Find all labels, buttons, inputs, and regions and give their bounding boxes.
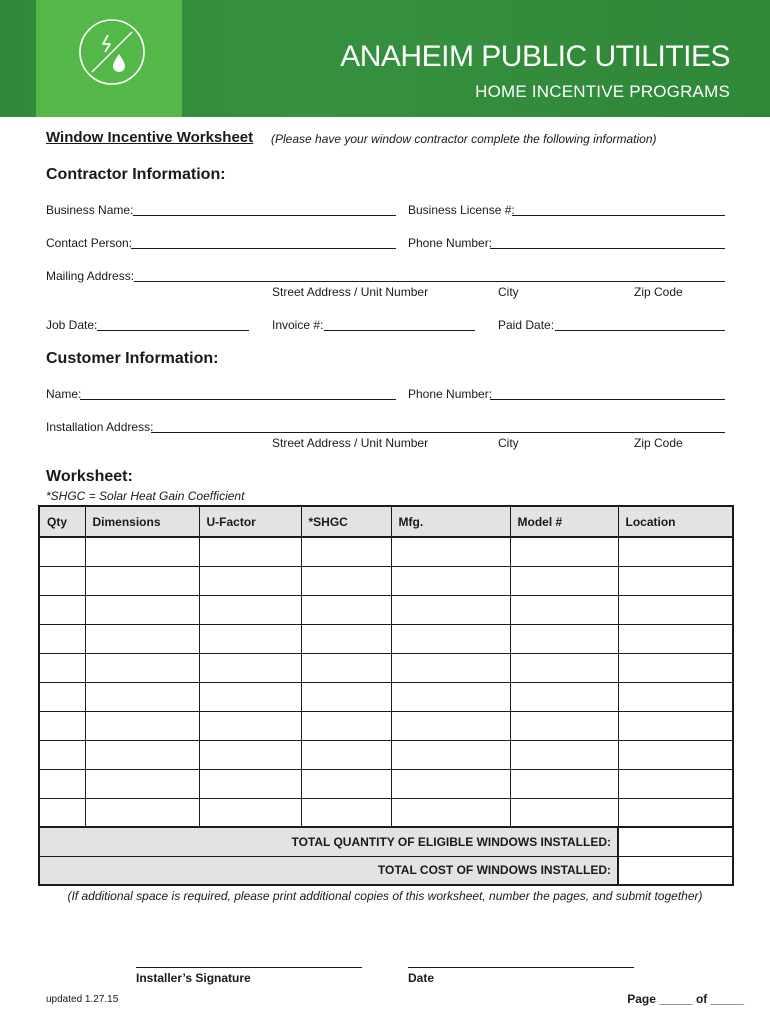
table-cell[interactable] — [391, 682, 510, 711]
table-cell[interactable] — [618, 653, 733, 682]
program-name: HOME INCENTIVE PROGRAMS — [475, 82, 730, 101]
total-quantity-cell[interactable] — [618, 827, 733, 856]
installer-signature-field[interactable] — [136, 967, 362, 968]
contractor-phone-label: Phone Number: — [408, 236, 493, 250]
table-cell[interactable] — [618, 769, 733, 798]
job-date-field[interactable] — [97, 330, 249, 331]
table-cell[interactable] — [301, 769, 391, 798]
form-instruction: (Please have your window contractor complete the following information) — [271, 132, 657, 146]
table-cell[interactable] — [301, 624, 391, 653]
header-band — [0, 0, 770, 117]
table-cell[interactable] — [301, 595, 391, 624]
table-cell[interactable] — [391, 595, 510, 624]
table-cell[interactable] — [39, 711, 85, 740]
customer-heading: Customer Information: — [46, 350, 219, 367]
table-cell[interactable] — [301, 711, 391, 740]
col-dimensions: Dimensions — [85, 506, 199, 537]
org-name: ANAHEIM PUBLIC UTILITIES — [340, 40, 730, 73]
customer-phone-label: Phone Number: — [408, 387, 493, 401]
updated-date: updated 1.27.15 — [46, 994, 119, 1005]
col-model: Model # — [510, 506, 618, 537]
table-cell[interactable] — [39, 537, 85, 566]
table-cell[interactable] — [618, 537, 733, 566]
table-row — [39, 537, 733, 566]
table-cell[interactable] — [301, 566, 391, 595]
mailing-address-label: Mailing Address: — [46, 269, 135, 283]
table-row — [39, 682, 733, 711]
col-qty: Qty — [39, 506, 85, 537]
installation-address-label: Installation Address: — [46, 420, 154, 434]
col-mfg: Mfg. — [391, 506, 510, 537]
table-cell[interactable] — [618, 740, 733, 769]
table-cell[interactable] — [301, 682, 391, 711]
table-row — [39, 595, 733, 624]
table-cell[interactable] — [85, 682, 199, 711]
table-cell[interactable] — [85, 769, 199, 798]
worksheet-heading: Worksheet: — [46, 468, 133, 485]
table-cell[interactable] — [199, 653, 301, 682]
contractor-heading: Contractor Information: — [46, 166, 226, 183]
table-cell[interactable] — [39, 624, 85, 653]
table-cell[interactable] — [39, 769, 85, 798]
table-cell[interactable] — [85, 798, 199, 827]
table-cell[interactable] — [85, 624, 199, 653]
install-zip-sublabel: Zip Code — [634, 436, 683, 450]
signature-date-field[interactable] — [408, 967, 634, 968]
table-cell[interactable] — [199, 740, 301, 769]
table-cell[interactable] — [39, 595, 85, 624]
install-city-sublabel: City — [498, 436, 519, 450]
total-cost-label: TOTAL COST OF WINDOWS INSTALLED: — [39, 856, 618, 885]
contact-person-label: Contact Person: — [46, 236, 133, 250]
table-cell[interactable] — [199, 566, 301, 595]
table-cell[interactable] — [39, 682, 85, 711]
table-row — [39, 566, 733, 595]
mailing-street-sublabel: Street Address / Unit Number — [272, 285, 429, 299]
table-cell[interactable] — [39, 740, 85, 769]
table-row — [39, 624, 733, 653]
worksheet-table — [38, 505, 734, 886]
table-cell[interactable] — [510, 595, 618, 624]
table-row — [39, 711, 733, 740]
table-row — [39, 798, 733, 827]
shgc-note: *SHGC = Solar Heat Gain Coefficient — [46, 489, 245, 503]
table-cell[interactable] — [199, 798, 301, 827]
business-name-field[interactable] — [133, 215, 396, 216]
table-cell[interactable] — [391, 711, 510, 740]
col-shgc: *SHGC — [301, 506, 391, 537]
table-cell[interactable] — [199, 682, 301, 711]
customer-phone-field[interactable] — [490, 399, 725, 400]
table-cell[interactable] — [391, 740, 510, 769]
mailing-zip-sublabel: Zip Code — [634, 285, 683, 299]
total-cost-row — [39, 856, 733, 885]
contact-person-field[interactable] — [131, 248, 396, 249]
paid-date-field[interactable] — [555, 330, 725, 331]
table-cell[interactable] — [391, 566, 510, 595]
table-cell[interactable] — [85, 566, 199, 595]
table-cell[interactable] — [510, 537, 618, 566]
table-header-row — [39, 506, 733, 537]
customer-name-field[interactable] — [80, 399, 396, 400]
installation-address-field[interactable] — [151, 432, 725, 433]
table-cell[interactable] — [39, 798, 85, 827]
job-date-label: Job Date: — [46, 318, 98, 332]
table-cell[interactable] — [618, 711, 733, 740]
table-cell[interactable] — [199, 769, 301, 798]
table-cell[interactable] — [85, 740, 199, 769]
invoice-field[interactable] — [324, 330, 475, 331]
table-row — [39, 769, 733, 798]
table-cell[interactable] — [301, 740, 391, 769]
table-cell[interactable] — [301, 798, 391, 827]
install-street-sublabel: Street Address / Unit Number — [272, 436, 429, 450]
col-u-factor: U-Factor — [199, 506, 301, 537]
table-cell[interactable] — [391, 537, 510, 566]
contractor-phone-field[interactable] — [490, 248, 725, 249]
customer-name-label: Name: — [46, 387, 82, 401]
col-location: Location — [618, 506, 733, 537]
table-cell[interactable] — [391, 798, 510, 827]
table-body — [39, 537, 733, 885]
total-quantity-label: TOTAL QUANTITY OF ELIGIBLE WINDOWS INSTALLED: — [39, 827, 618, 856]
invoice-label: Invoice #: — [272, 318, 324, 332]
table-cell[interactable] — [301, 653, 391, 682]
table-cell[interactable] — [510, 711, 618, 740]
form-title: Window Incentive Worksheet — [46, 129, 254, 146]
total-quantity-row — [39, 827, 733, 856]
table-cell[interactable] — [618, 566, 733, 595]
table-cell[interactable] — [510, 682, 618, 711]
table-cell[interactable] — [85, 711, 199, 740]
table-cell[interactable] — [391, 653, 510, 682]
table-cell[interactable] — [199, 624, 301, 653]
table-cell[interactable] — [510, 653, 618, 682]
table-cell[interactable] — [510, 624, 618, 653]
business-license-field[interactable] — [512, 215, 725, 216]
mailing-city-sublabel: City — [498, 285, 519, 299]
logo — [36, 0, 182, 117]
table-cell[interactable] — [510, 740, 618, 769]
table-cell[interactable] — [618, 624, 733, 653]
table-cell[interactable] — [510, 566, 618, 595]
business-name-label: Business Name: — [46, 203, 134, 217]
signature-date-label: Date — [408, 971, 435, 985]
table-cell[interactable] — [39, 653, 85, 682]
table-cell[interactable] — [85, 537, 199, 566]
table-cell[interactable] — [391, 769, 510, 798]
table-row — [39, 740, 733, 769]
paid-date-label: Paid Date: — [498, 318, 555, 332]
table-cell[interactable] — [510, 769, 618, 798]
table-cell[interactable] — [510, 798, 618, 827]
additional-space-note: (If additional space is required, please print additional copies of this worksheet, number the pages, and submit together) — [67, 889, 703, 903]
table-cell[interactable] — [199, 537, 301, 566]
bolt-and-drop-icon — [78, 18, 146, 86]
table-cell[interactable] — [85, 595, 199, 624]
table-cell[interactable] — [618, 682, 733, 711]
table-cell[interactable] — [301, 537, 391, 566]
table-cell[interactable] — [199, 711, 301, 740]
mailing-address-field[interactable] — [134, 281, 725, 282]
table-cell[interactable] — [618, 798, 733, 827]
table-row — [39, 653, 733, 682]
total-cost-cell[interactable] — [618, 856, 733, 885]
table-cell[interactable] — [39, 566, 85, 595]
table-cell[interactable] — [199, 595, 301, 624]
page-number-label: Page _____ of _____ — [627, 992, 744, 1006]
business-license-label: Business License #: — [408, 203, 515, 217]
table-cell[interactable] — [618, 595, 733, 624]
table-cell[interactable] — [85, 653, 199, 682]
installer-signature-label: Installer’s Signature — [136, 971, 251, 985]
table-cell[interactable] — [391, 624, 510, 653]
